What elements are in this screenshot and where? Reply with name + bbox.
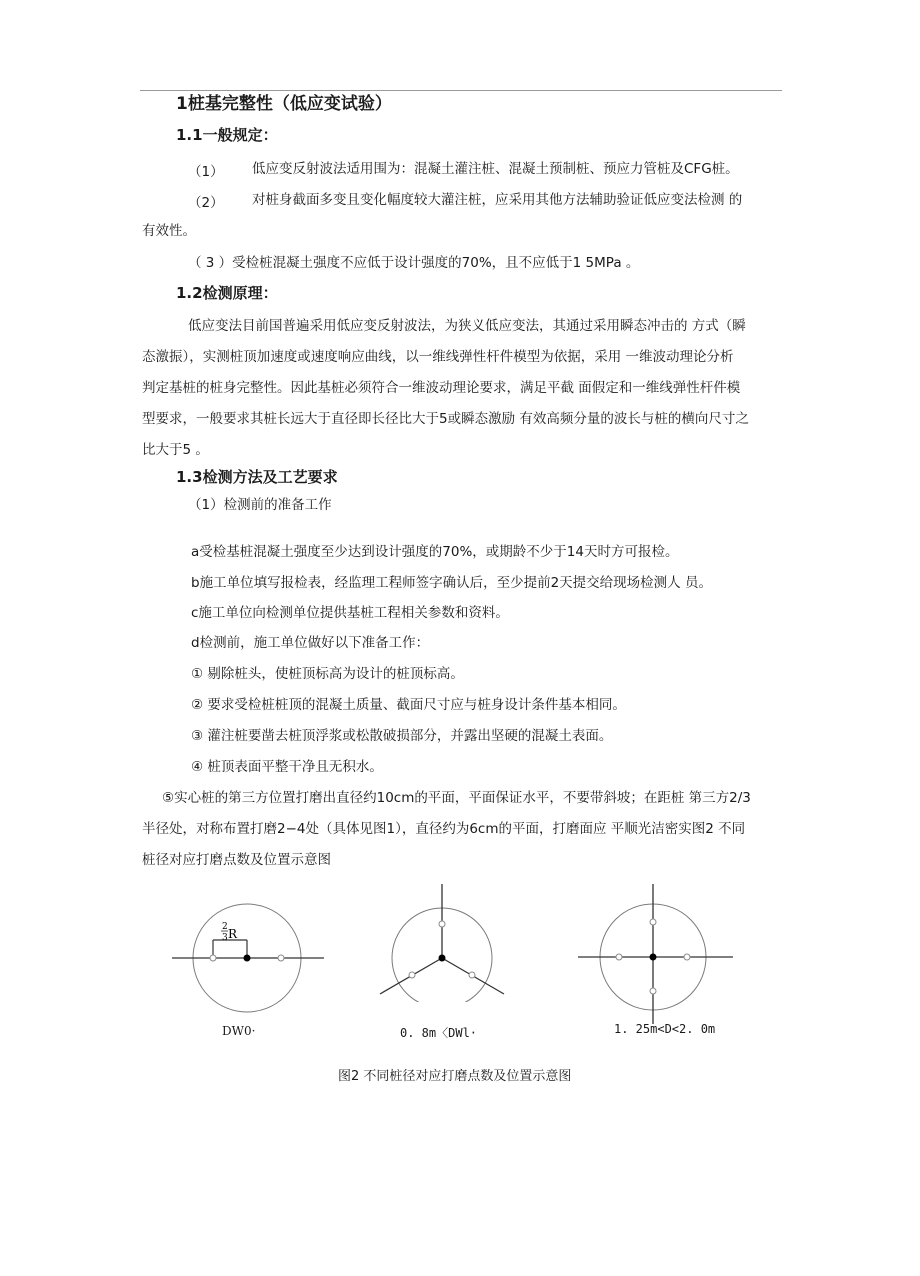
pile-center (244, 955, 251, 962)
diagram-medium-pile (372, 880, 512, 1002)
header-rule (140, 90, 782, 91)
grind-point (650, 988, 656, 994)
diagram-small-pile (168, 900, 328, 1020)
principle-line-4: 型要求，一般要求其桩长远大于直径即长径比大于5或瞬态激励 有效高频分量的波长与桩的横向尺寸之 (142, 411, 749, 427)
prep-item-c: c施工单位向检测单位提供基桩工程相关参数和资料。 (191, 605, 509, 621)
radius-label-denominator: 3 (222, 933, 228, 943)
section-title: 1桩基完整性（低应变试验） (176, 94, 392, 114)
grind-point (409, 972, 415, 978)
item-2-continuation: 有效性。 (142, 223, 196, 239)
grind-point (650, 919, 656, 925)
item-2-text: 对桩身截面多变且变化幅度较大灌注桩，应采用其他方法辅助验证低应变法检测 的 (252, 192, 743, 208)
principle-line-5: 比大于5 。 (142, 442, 209, 458)
caption-large-pile: 1. 25m<D<2. 0m (614, 1022, 716, 1036)
subsection-1-3-title: 1.3检测方法及工艺要求 (176, 468, 338, 486)
grind-point (439, 921, 445, 927)
step-4: ④ 桩顶表面平整干净且无积水。 (191, 759, 383, 775)
para5-line-1: ⑤实心桩的第三方位置打磨出直径约10cm的平面，平面保证水平，不要带斜坡；在距桩 第三方2/3 (162, 790, 751, 806)
radius-label-numerator: 2 (222, 922, 228, 932)
grind-point (210, 955, 216, 961)
prep-subtitle: （1）检测前的准备工作 (188, 497, 332, 513)
pile-center (650, 954, 657, 961)
step-1: ① 剔除桩头，使桩顶标高为设计的桩顶标高。 (191, 666, 464, 682)
item-3-text: （ 3 ）受检桩混凝土强度不应低于设计强度的70%，且不应低于1 5MPa 。 (188, 255, 640, 271)
prep-item-b: b施工单位填写报检表，经监理工程师签字确认后，至少提前2天提交给现场检测人 员。 (191, 575, 712, 591)
step-3: ③ 灌注桩要凿去桩顶浮浆或松散破损部分，并露出坚硬的混凝土表面。 (191, 728, 613, 744)
caption-medium-pile: 0. 8m〈DWl· (400, 1026, 478, 1040)
principle-line-3: 判定基桩的桩身完整性。因此基桩必须符合一维波动理论要求，满足平截 面假定和一维线弹性杆件模 (142, 380, 741, 396)
subsection-1-2-title: 1.2检测原理： (176, 284, 278, 302)
grind-point (684, 954, 690, 960)
prep-item-d: d检测前，施工单位做好以下准备工作： (191, 635, 430, 651)
prep-item-a: a受检基桩混凝土强度至少达到设计强度的70%，或期龄不少于14天时方可报检。 (191, 544, 679, 560)
item-1-text: 低应变反射波法适用围为：混凝土灌注桩、混凝土预制桩、预应力管桩及CFG桩。 (252, 161, 739, 177)
radius-label-r: R (228, 927, 238, 941)
caption-small-pile: DW0· (222, 1024, 256, 1038)
para5-line-3: 桩径对应打磨点数及位置示意图 (142, 852, 331, 868)
subsection-1-1-title: 1.1一般规定： (176, 126, 278, 144)
para5-line-2: 半径处，对称布置打磨2−4处（具体见图1），直径约为6cm的平面，打磨面应 平顺光洁密实图2 不同 (142, 821, 746, 837)
item-1-number: （1） (188, 164, 224, 180)
principle-line-1: 低应变法目前国普遍采用低应变反射波法，为狭义低应变法，其通过采用瞬态冲击的 方式（瞬 (188, 318, 746, 334)
figure-title: 图2 不同桩径对应打磨点数及位置示意图 (338, 1069, 572, 1084)
item-2-number: （2） (188, 195, 224, 211)
grind-point (278, 955, 284, 961)
pile-center (439, 955, 446, 962)
grind-point (469, 972, 475, 978)
principle-line-2: 态激振），实测桩顶加速度或速度响应曲线，以一维线弹性杆件模型为依据，采用 一维波动理论分析 (142, 349, 734, 365)
step-2: ② 要求受检桩桩顶的混凝土质量、截面尺寸应与桩身设计条件基本相同。 (191, 697, 626, 713)
grind-point (616, 954, 622, 960)
diagram-large-pile (575, 884, 735, 1026)
